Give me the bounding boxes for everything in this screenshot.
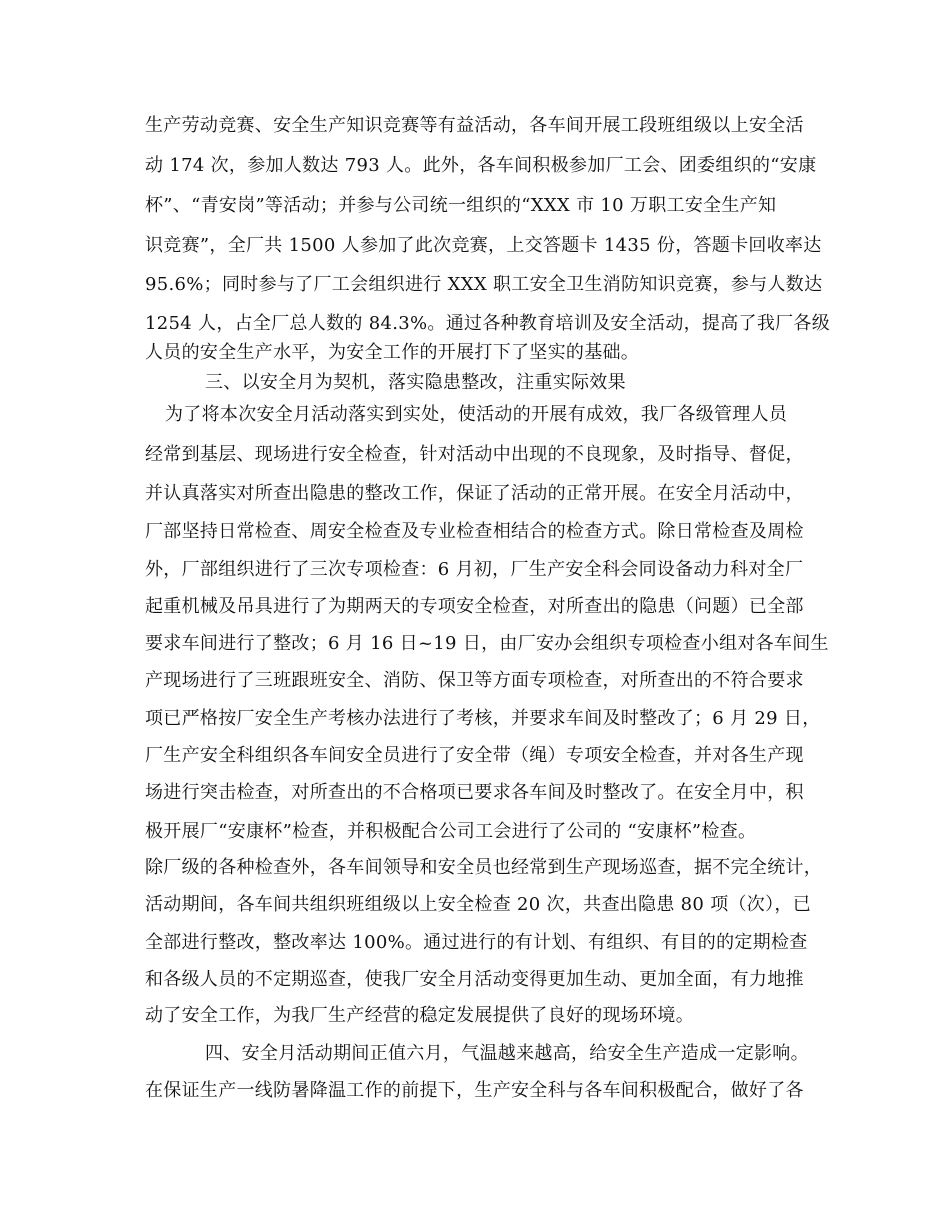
paragraph-line: 动 174 次，参加人数达 793 人。此外，各车间积极参加厂工会、团委组织的“安康 xyxy=(145,155,817,176)
paragraph-line: 项已严格按厂安全生产考核办法进行了考核，并要求车间及时整改了；6 月 29 日， xyxy=(145,708,821,729)
paragraph-line: 经常到基层、现场进行安全检查，针对活动中出现的不良现象，及时指导、督促， xyxy=(145,444,804,465)
section-heading: 四、安全月活动期间正值六月，气温越来越高，给安全生产造成一定影响。 xyxy=(205,1043,809,1064)
paragraph-line: 为了将本次安全月活动落实到实处，使活动的开展有成效，我厂各级管理人员 xyxy=(165,404,788,425)
paragraph-line: 人员的安全生产水平，为安全工作的开展打下了坚实的基础。 xyxy=(145,342,640,363)
paragraph-line: 活动期间，各车间共组织班组级以上安全检查 20 次，共查出隐患 80 项（次），已 xyxy=(145,894,811,915)
paragraph-line: 外，厂部组织进行了三次专项检查：6 月初，厂生产安全科会同设备动力科对全厂 xyxy=(145,559,804,580)
paragraph-line: 和各级人员的不定期巡查，使我厂安全月活动变得更加生动、更加全面，有力地推 xyxy=(145,969,804,990)
paragraph-line: 杯”、“青安岗”等活动；并参与公司统一组织的“XXX 市 10 万职工安全生产知 xyxy=(145,195,777,216)
paragraph-line: 并认真落实对所查出隐患的整改工作，保证了活动的正常开展。在安全月活动中， xyxy=(145,483,804,504)
paragraph-line: 生产劳动竞赛、安全生产知识竞赛等有益活动，各车间开展工段班组级以上安全活 xyxy=(145,115,804,136)
paragraph-line: 厂部坚持日常检查、周安全检查及专业检查相结合的检查方式。除日常检查及周检 xyxy=(145,521,804,542)
paragraph-line: 厂生产安全科组织各车间安全员进行了安全带（绳）专项安全检查，并对各生产现 xyxy=(145,745,804,766)
paragraph-line: 识竞赛”，全厂共 1500 人参加了此次竞赛，上交答题卡 1435 份，答题卡回收率达 xyxy=(145,235,822,256)
section-heading: 三、以安全月为契机，落实隐患整改，注重实际效果 xyxy=(205,372,626,393)
paragraph-line: 在保证生产一线防暑降温工作的前提下，生产安全科与各车间积极配合，做好了各 xyxy=(145,1080,804,1101)
paragraph-line: 场进行突击检查，对所查出的不合格项已要求各车间及时整改了。在安全月中，积 xyxy=(145,782,804,803)
paragraph-line: 极开展厂“安康杯”检查，并积极配合公司工会进行了公司的 “安康杯”检查。 xyxy=(145,821,757,842)
paragraph-line: 1254 人，占全厂总人数的 84.3%。通过各种教育培训及安全活动，提高了我厂各级 xyxy=(145,313,831,334)
paragraph-line: 动了安全工作，为我厂生产经营的稳定发展提供了良好的现场环境。 xyxy=(145,1005,694,1026)
paragraph-line: 全部进行整改，整改率达 100%。通过进行的有计划、有组织、有目的的定期检查 xyxy=(145,932,808,953)
paragraph-line: 除厂级的各种检查外，各车间领导和安全员也经常到生产现场巡查，据不完全统计， xyxy=(145,857,823,878)
paragraph-line: 95.6%；同时参与了厂工会组织进行 XXX 职工安全卫生消防知识竞赛，参与人数达 xyxy=(145,274,823,295)
paragraph-line: 产现场进行了三班跟班安全、消防、保卫等方面专项检查，对所查出的不符合要求 xyxy=(145,670,804,691)
paragraph-line: 要求车间进行了整改；6 月 16 日~19 日，由厂安办会组织专项检查小组对各车间生 xyxy=(145,633,829,654)
paragraph-line: 起重机械及吊具进行了为期两天的专项安全检查，对所查出的隐患（问题）已全部 xyxy=(145,596,804,617)
